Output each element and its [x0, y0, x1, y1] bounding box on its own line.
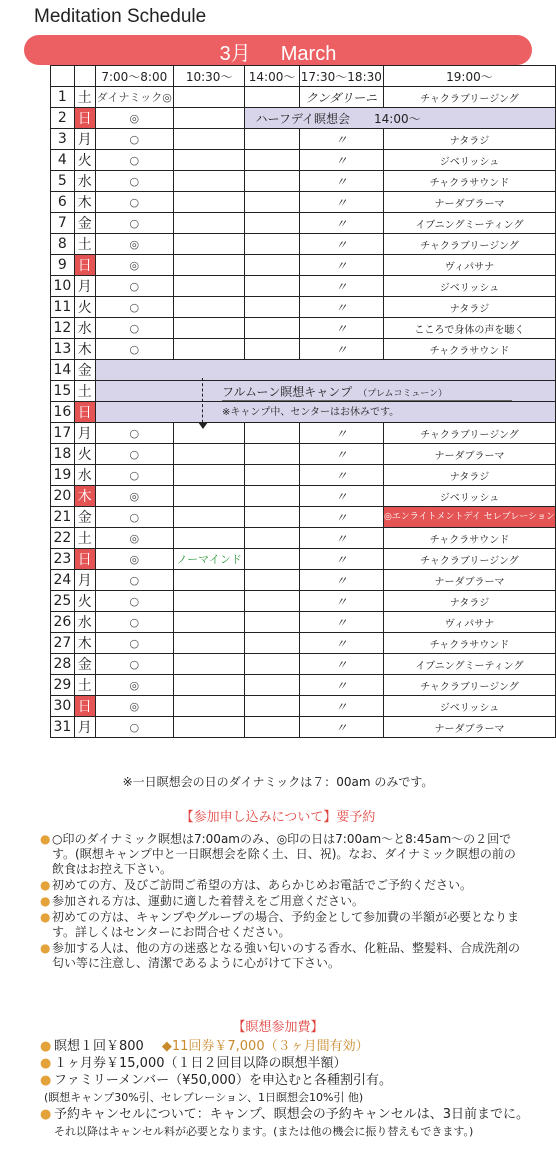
- bullet-icon: ●: [40, 941, 51, 955]
- apply-item: [40, 894, 520, 909]
- slot-1400: [245, 633, 299, 654]
- slot-1030: [173, 213, 245, 234]
- camp-note: ※キャンプ中、センターはお休みです。: [222, 407, 400, 418]
- slot-1030: [173, 528, 245, 549]
- weekday: 土: [74, 675, 95, 696]
- header-row: [51, 66, 556, 87]
- slot-1030: [173, 717, 245, 738]
- schedule-row: [51, 276, 556, 297]
- slot-1030: [173, 633, 245, 654]
- header-time: 17:30～18:30: [299, 66, 383, 87]
- header-time: 7:00～8:00: [95, 66, 173, 87]
- bullet-icon: ●: [40, 1073, 52, 1088]
- slot-1730: クンダリーニ: [299, 87, 383, 108]
- slot-1730: 〃: [299, 507, 383, 528]
- slot-1400: [245, 444, 299, 465]
- slot-1400: [245, 255, 299, 276]
- weekday: 水: [74, 612, 95, 633]
- schedule-row: [51, 486, 556, 507]
- slot-morning: ○: [95, 171, 173, 192]
- day-number: 23: [51, 549, 75, 570]
- month-en: March: [280, 43, 337, 65]
- schedule-row: [51, 171, 556, 192]
- cancel-policy: 予約キャンセルについて：キャンプ、瞑想会の予約キャンセルは、3日前までに。: [54, 1107, 529, 1122]
- schedule-row: [51, 549, 556, 570]
- slot-1900: ナタラジ: [383, 129, 555, 150]
- slot-morning: ◎: [95, 255, 173, 276]
- slot-1900: イブニングミーティング: [383, 654, 555, 675]
- slot-1900: チャクラサウンド: [383, 633, 555, 654]
- schedule-row: [51, 675, 556, 696]
- weekday: 木: [74, 192, 95, 213]
- schedule-row: [51, 234, 556, 255]
- weekday: 金: [74, 360, 95, 381]
- slot-morning: ○: [95, 213, 173, 234]
- slot-1730: 〃: [299, 255, 383, 276]
- slot-morning: ○: [95, 339, 173, 360]
- slot-1730: 〃: [299, 150, 383, 171]
- slot-1730: 〃: [299, 192, 383, 213]
- slot-1900: ナタラジ: [383, 591, 555, 612]
- slot-1030: [173, 129, 245, 150]
- slot-1900: ナーダブラーマ: [383, 192, 555, 213]
- slot-1730: 〃: [299, 213, 383, 234]
- apply-item-text: 初めての方、及びご訪問ご希望の方は、あらかじめお電話でご予約ください。: [52, 878, 473, 892]
- day-number: 22: [51, 528, 75, 549]
- day-number: 24: [51, 570, 75, 591]
- day-number: 28: [51, 654, 75, 675]
- slot-1900: ◎エンライトメントデイ セレブレーション: [383, 507, 555, 528]
- schedule-row: [51, 612, 556, 633]
- slot-1730: 〃: [299, 696, 383, 717]
- weekday: 木: [74, 633, 95, 654]
- slot-1900: チャクラブリージング: [383, 423, 555, 444]
- slot-1400: [245, 612, 299, 633]
- slot-1030: [173, 297, 245, 318]
- month-banner: [24, 35, 532, 65]
- slot-1030: [173, 339, 245, 360]
- slot-1030: [173, 612, 245, 633]
- day-number: 20: [51, 486, 75, 507]
- day-number: 6: [51, 192, 75, 213]
- month-jp: 3月: [219, 43, 251, 65]
- camp-overlay: [186, 372, 516, 432]
- weekday: 水: [74, 171, 95, 192]
- apply-item-text: 参加する人は、他の方の迷惑となる強い匂いのする香水、化粧品、整髪料、合成洗剤の匂い等に注意し、清潔であるように心がけて下さい。: [52, 941, 521, 970]
- slot-1400: [245, 507, 299, 528]
- slot-1030: [173, 150, 245, 171]
- weekday: 日: [74, 255, 95, 276]
- slot-1030: [173, 318, 245, 339]
- slot-morning: ◎: [95, 108, 173, 129]
- day-number: 12: [51, 318, 75, 339]
- slot-1730: 〃: [299, 339, 383, 360]
- slot-1730: 〃: [299, 675, 383, 696]
- schedule-row: [51, 591, 556, 612]
- day-number: 14: [51, 360, 75, 381]
- camp-title: フルムーン瞑想キャンプ: [222, 385, 353, 399]
- day-number: 13: [51, 339, 75, 360]
- apply-heading: 【参加申し込みについて】要予約: [180, 810, 376, 825]
- reservation-required: 要予約: [336, 810, 376, 825]
- schedule-row: [51, 255, 556, 276]
- schedule-row: [51, 465, 556, 486]
- slot-1900: チャクラサウンド: [383, 339, 555, 360]
- slot-1900: ヴィパサナ: [383, 612, 555, 633]
- schedule-row: [51, 192, 556, 213]
- slot-1730: 〃: [299, 528, 383, 549]
- halfday-event: ハーフデイ瞑想会 14:00～: [245, 108, 556, 129]
- slot-1030: [173, 192, 245, 213]
- slot-1730: 〃: [299, 570, 383, 591]
- weekday: 日: [74, 696, 95, 717]
- slot-morning: ○: [95, 150, 173, 171]
- day-number: 7: [51, 213, 75, 234]
- weekday: 土: [74, 381, 95, 402]
- slot-1730: 〃: [299, 171, 383, 192]
- slot-1730: 〃: [299, 465, 383, 486]
- slot-morning: ○: [95, 570, 173, 591]
- fees-heading: 【瞑想参加費】: [232, 1020, 324, 1035]
- slot-1400: [245, 276, 299, 297]
- apply-item: [40, 941, 520, 971]
- slot-morning: ○: [95, 654, 173, 675]
- slot-1030: [173, 465, 245, 486]
- day-number: 21: [51, 507, 75, 528]
- slot-1730: 〃: [299, 654, 383, 675]
- slot-1900: チャクラブリージング: [383, 234, 555, 255]
- schedule-row: [51, 633, 556, 654]
- day-number: 1: [51, 87, 75, 108]
- slot-1030: [173, 255, 245, 276]
- slot-1900: ナタラジ: [383, 465, 555, 486]
- schedule-row: [51, 654, 556, 675]
- apply-item-text: 参加される方は、運動に適した着替えをご用意ください。: [52, 894, 365, 908]
- down-arrow-icon: [202, 378, 203, 428]
- slot-morning: ○: [95, 423, 173, 444]
- slot-1730: 〃: [299, 423, 383, 444]
- slot-1900: チャクラサウンド: [383, 528, 555, 549]
- slot-morning: ◎: [95, 696, 173, 717]
- slot-1030: [173, 696, 245, 717]
- slot-morning: ○: [95, 276, 173, 297]
- day-number: 30: [51, 696, 75, 717]
- slot-1400: [245, 654, 299, 675]
- fee-11-tickets: ◆11回券￥7,000（３ヶ月間有効）: [161, 1039, 369, 1054]
- header-blank: [74, 66, 95, 87]
- schedule-row: [51, 213, 556, 234]
- weekday: 金: [74, 654, 95, 675]
- arrow-head-icon: [198, 422, 208, 429]
- slot-1030: [173, 507, 245, 528]
- weekday: 月: [74, 570, 95, 591]
- schedule-row: [51, 108, 556, 129]
- weekday: 木: [74, 486, 95, 507]
- day-number: 27: [51, 633, 75, 654]
- slot-1900: チャクラブリージング: [383, 87, 555, 108]
- slot-1030: [173, 276, 245, 297]
- slot-1400: [245, 234, 299, 255]
- day-number: 5: [51, 171, 75, 192]
- slot-1400: [245, 318, 299, 339]
- slot-1730: 〃: [299, 486, 383, 507]
- schedule-row: [51, 717, 556, 738]
- bullet-icon: ●: [40, 878, 51, 892]
- bullet-icon: ●: [40, 894, 51, 908]
- weekday: 日: [74, 108, 95, 129]
- header-blank: [51, 66, 75, 87]
- slot-morning: ○: [95, 129, 173, 150]
- weekday: 日: [74, 549, 95, 570]
- day-number: 19: [51, 465, 75, 486]
- apply-item: [40, 832, 520, 877]
- schedule-row: [51, 87, 556, 108]
- day-number: 9: [51, 255, 75, 276]
- apply-list: [40, 832, 520, 972]
- slot-1400: [245, 486, 299, 507]
- schedule-row: [51, 528, 556, 549]
- slot-1400: [245, 675, 299, 696]
- slot-1400: [245, 528, 299, 549]
- slot-morning: ○: [95, 633, 173, 654]
- weekday: 月: [74, 276, 95, 297]
- slot-morning: ◎: [95, 486, 173, 507]
- camp-divider: [222, 400, 512, 401]
- slot-1400: [245, 297, 299, 318]
- schedule-row: [51, 570, 556, 591]
- apply-item-text: ○印のダイナミック瞑想は7:00amのみ、◎印の日は7:00am～と8:45am～の２回です。(瞑想キャンプ中と一日瞑想会を除く土、日、祝)。なお、ダイナミック瞑想の前の飲食はお控え下さい。: [52, 832, 516, 876]
- slot-1730: 〃: [299, 129, 383, 150]
- slot-morning: ◎: [95, 549, 173, 570]
- weekday: 木: [74, 339, 95, 360]
- slot-1400: [245, 213, 299, 234]
- slot-morning: ○: [95, 192, 173, 213]
- slot-morning: ◎: [95, 528, 173, 549]
- slot-1030: [173, 87, 245, 108]
- slot-1900: イブニングミーティング: [383, 213, 555, 234]
- day-number: 2: [51, 108, 75, 129]
- day-number: 17: [51, 423, 75, 444]
- slot-1030: [173, 675, 245, 696]
- weekday: 火: [74, 150, 95, 171]
- slot-morning: ダイナミック◎: [95, 87, 173, 108]
- slot-1400: [245, 549, 299, 570]
- day-number: 15: [51, 381, 75, 402]
- day-number: 29: [51, 675, 75, 696]
- schedule-row: [51, 507, 556, 528]
- slot-1900: チャクラブリージング: [383, 549, 555, 570]
- slot-1730: 〃: [299, 549, 383, 570]
- slot-morning: ○: [95, 297, 173, 318]
- slot-1400: [245, 570, 299, 591]
- day-number: 11: [51, 297, 75, 318]
- slot-1400: [245, 150, 299, 171]
- slot-1030: ノーマインド: [173, 549, 245, 570]
- fees-list: [40, 1038, 529, 1140]
- slot-1900: ナーダブラーマ: [383, 444, 555, 465]
- slot-1030: [173, 171, 245, 192]
- slot-1900: こころで身体の声を聴く: [383, 318, 555, 339]
- day-number: 4: [51, 150, 75, 171]
- header-time: 14:00～: [245, 66, 299, 87]
- slot-1030: [173, 444, 245, 465]
- slot-morning: ○: [95, 717, 173, 738]
- fee-family-detail: (瞑想キャンプ30%引、セレブレーション、1日瞑想会10%引 他): [44, 1091, 364, 1104]
- slot-1730: 〃: [299, 717, 383, 738]
- fee-single: 瞑想１回￥800: [54, 1039, 144, 1054]
- day-number: 8: [51, 234, 75, 255]
- weekday: 金: [74, 507, 95, 528]
- slot-1400: [245, 171, 299, 192]
- header-time: 19:00～: [383, 66, 555, 87]
- dynamic-note: ※一日瞑想会の日のダイナミックは７：00am のみです。: [122, 775, 434, 789]
- weekday: 土: [74, 528, 95, 549]
- slot-morning: ○: [95, 507, 173, 528]
- slot-morning: ○: [95, 591, 173, 612]
- slot-1730: 〃: [299, 444, 383, 465]
- bullet-icon: ●: [40, 1039, 52, 1054]
- slot-1900: ジベリッシュ: [383, 150, 555, 171]
- slot-1900: ナタラジ: [383, 297, 555, 318]
- slot-1730: 〃: [299, 276, 383, 297]
- day-number: 31: [51, 717, 75, 738]
- slot-1400: [245, 192, 299, 213]
- weekday: 月: [74, 423, 95, 444]
- slot-1030: [173, 108, 245, 129]
- bullet-icon: ●: [40, 910, 51, 924]
- fee-family: ファミリーメンバー（¥50,000）を申込むと各種割引有。: [54, 1073, 392, 1088]
- weekday: 火: [74, 297, 95, 318]
- slot-1030: [173, 591, 245, 612]
- weekday: 土: [74, 87, 95, 108]
- slot-1900: ヴィパサナ: [383, 255, 555, 276]
- slot-1730: 〃: [299, 234, 383, 255]
- slot-1730: 〃: [299, 297, 383, 318]
- slot-1030: [173, 234, 245, 255]
- weekday: 水: [74, 465, 95, 486]
- bullet-icon: ●: [40, 832, 51, 846]
- weekday: 水: [74, 318, 95, 339]
- slot-morning: ◎: [95, 234, 173, 255]
- weekday: 月: [74, 717, 95, 738]
- page-title: Meditation Schedule: [34, 6, 207, 27]
- slot-morning: ◎: [95, 675, 173, 696]
- slot-1030: [173, 486, 245, 507]
- day-number: 16: [51, 402, 75, 423]
- slot-1900: チャクラサウンド: [383, 171, 555, 192]
- slot-morning: ○: [95, 612, 173, 633]
- slot-1400: [245, 696, 299, 717]
- day-number: 10: [51, 276, 75, 297]
- schedule-row: [51, 339, 556, 360]
- slot-morning: ○: [95, 444, 173, 465]
- camp-place: （プレムコミューン）: [358, 389, 448, 399]
- slot-1730: 〃: [299, 591, 383, 612]
- slot-1900: ナーダブラーマ: [383, 717, 555, 738]
- bullet-icon: ●: [40, 1056, 52, 1071]
- slot-1730: 〃: [299, 318, 383, 339]
- day-number: 3: [51, 129, 75, 150]
- cancel-policy-detail: それ以降はキャンセル料が必要となります。(または他の機会に振り替えもできます。): [54, 1125, 474, 1138]
- slot-1900: ジベリッシュ: [383, 486, 555, 507]
- apply-item: [40, 910, 520, 940]
- day-number: 26: [51, 612, 75, 633]
- slot-1030: [173, 654, 245, 675]
- schedule-row: [51, 150, 556, 171]
- slot-1400: [245, 717, 299, 738]
- apply-item: [40, 878, 520, 893]
- header-time: 10:30～: [173, 66, 245, 87]
- weekday: 火: [74, 444, 95, 465]
- slot-1400: [245, 339, 299, 360]
- slot-1730: 〃: [299, 633, 383, 654]
- weekday: 土: [74, 234, 95, 255]
- day-number: 18: [51, 444, 75, 465]
- slot-1900: ジベリッシュ: [383, 696, 555, 717]
- slot-1900: ジベリッシュ: [383, 276, 555, 297]
- slot-1400: [245, 87, 299, 108]
- weekday: 月: [74, 129, 95, 150]
- slot-1730: 〃: [299, 612, 383, 633]
- schedule-row: [51, 696, 556, 717]
- slot-1900: ナーダブラーマ: [383, 570, 555, 591]
- slot-morning: ○: [95, 465, 173, 486]
- schedule-row: [51, 297, 556, 318]
- slot-1900: チャクラブリージング: [383, 675, 555, 696]
- weekday: 金: [74, 213, 95, 234]
- schedule-row: [51, 444, 556, 465]
- weekday: 火: [74, 591, 95, 612]
- weekday: 日: [74, 402, 95, 423]
- schedule-row: [51, 129, 556, 150]
- bullet-icon: ●: [40, 1107, 52, 1122]
- day-number: 25: [51, 591, 75, 612]
- slot-1400: [245, 465, 299, 486]
- slot-1400: [245, 591, 299, 612]
- schedule-row: [51, 318, 556, 339]
- apply-item-text: 初めての方は、キャンプやグループの場合、予約金として参加費の半額が必要となります。詳しくはセンターにお問合せください。: [52, 910, 520, 939]
- slot-morning: ○: [95, 318, 173, 339]
- fee-monthly: １ヶ月券￥15,000（１日２回目以降の瞑想半額）: [54, 1056, 347, 1071]
- slot-1030: [173, 570, 245, 591]
- slot-1400: [245, 129, 299, 150]
